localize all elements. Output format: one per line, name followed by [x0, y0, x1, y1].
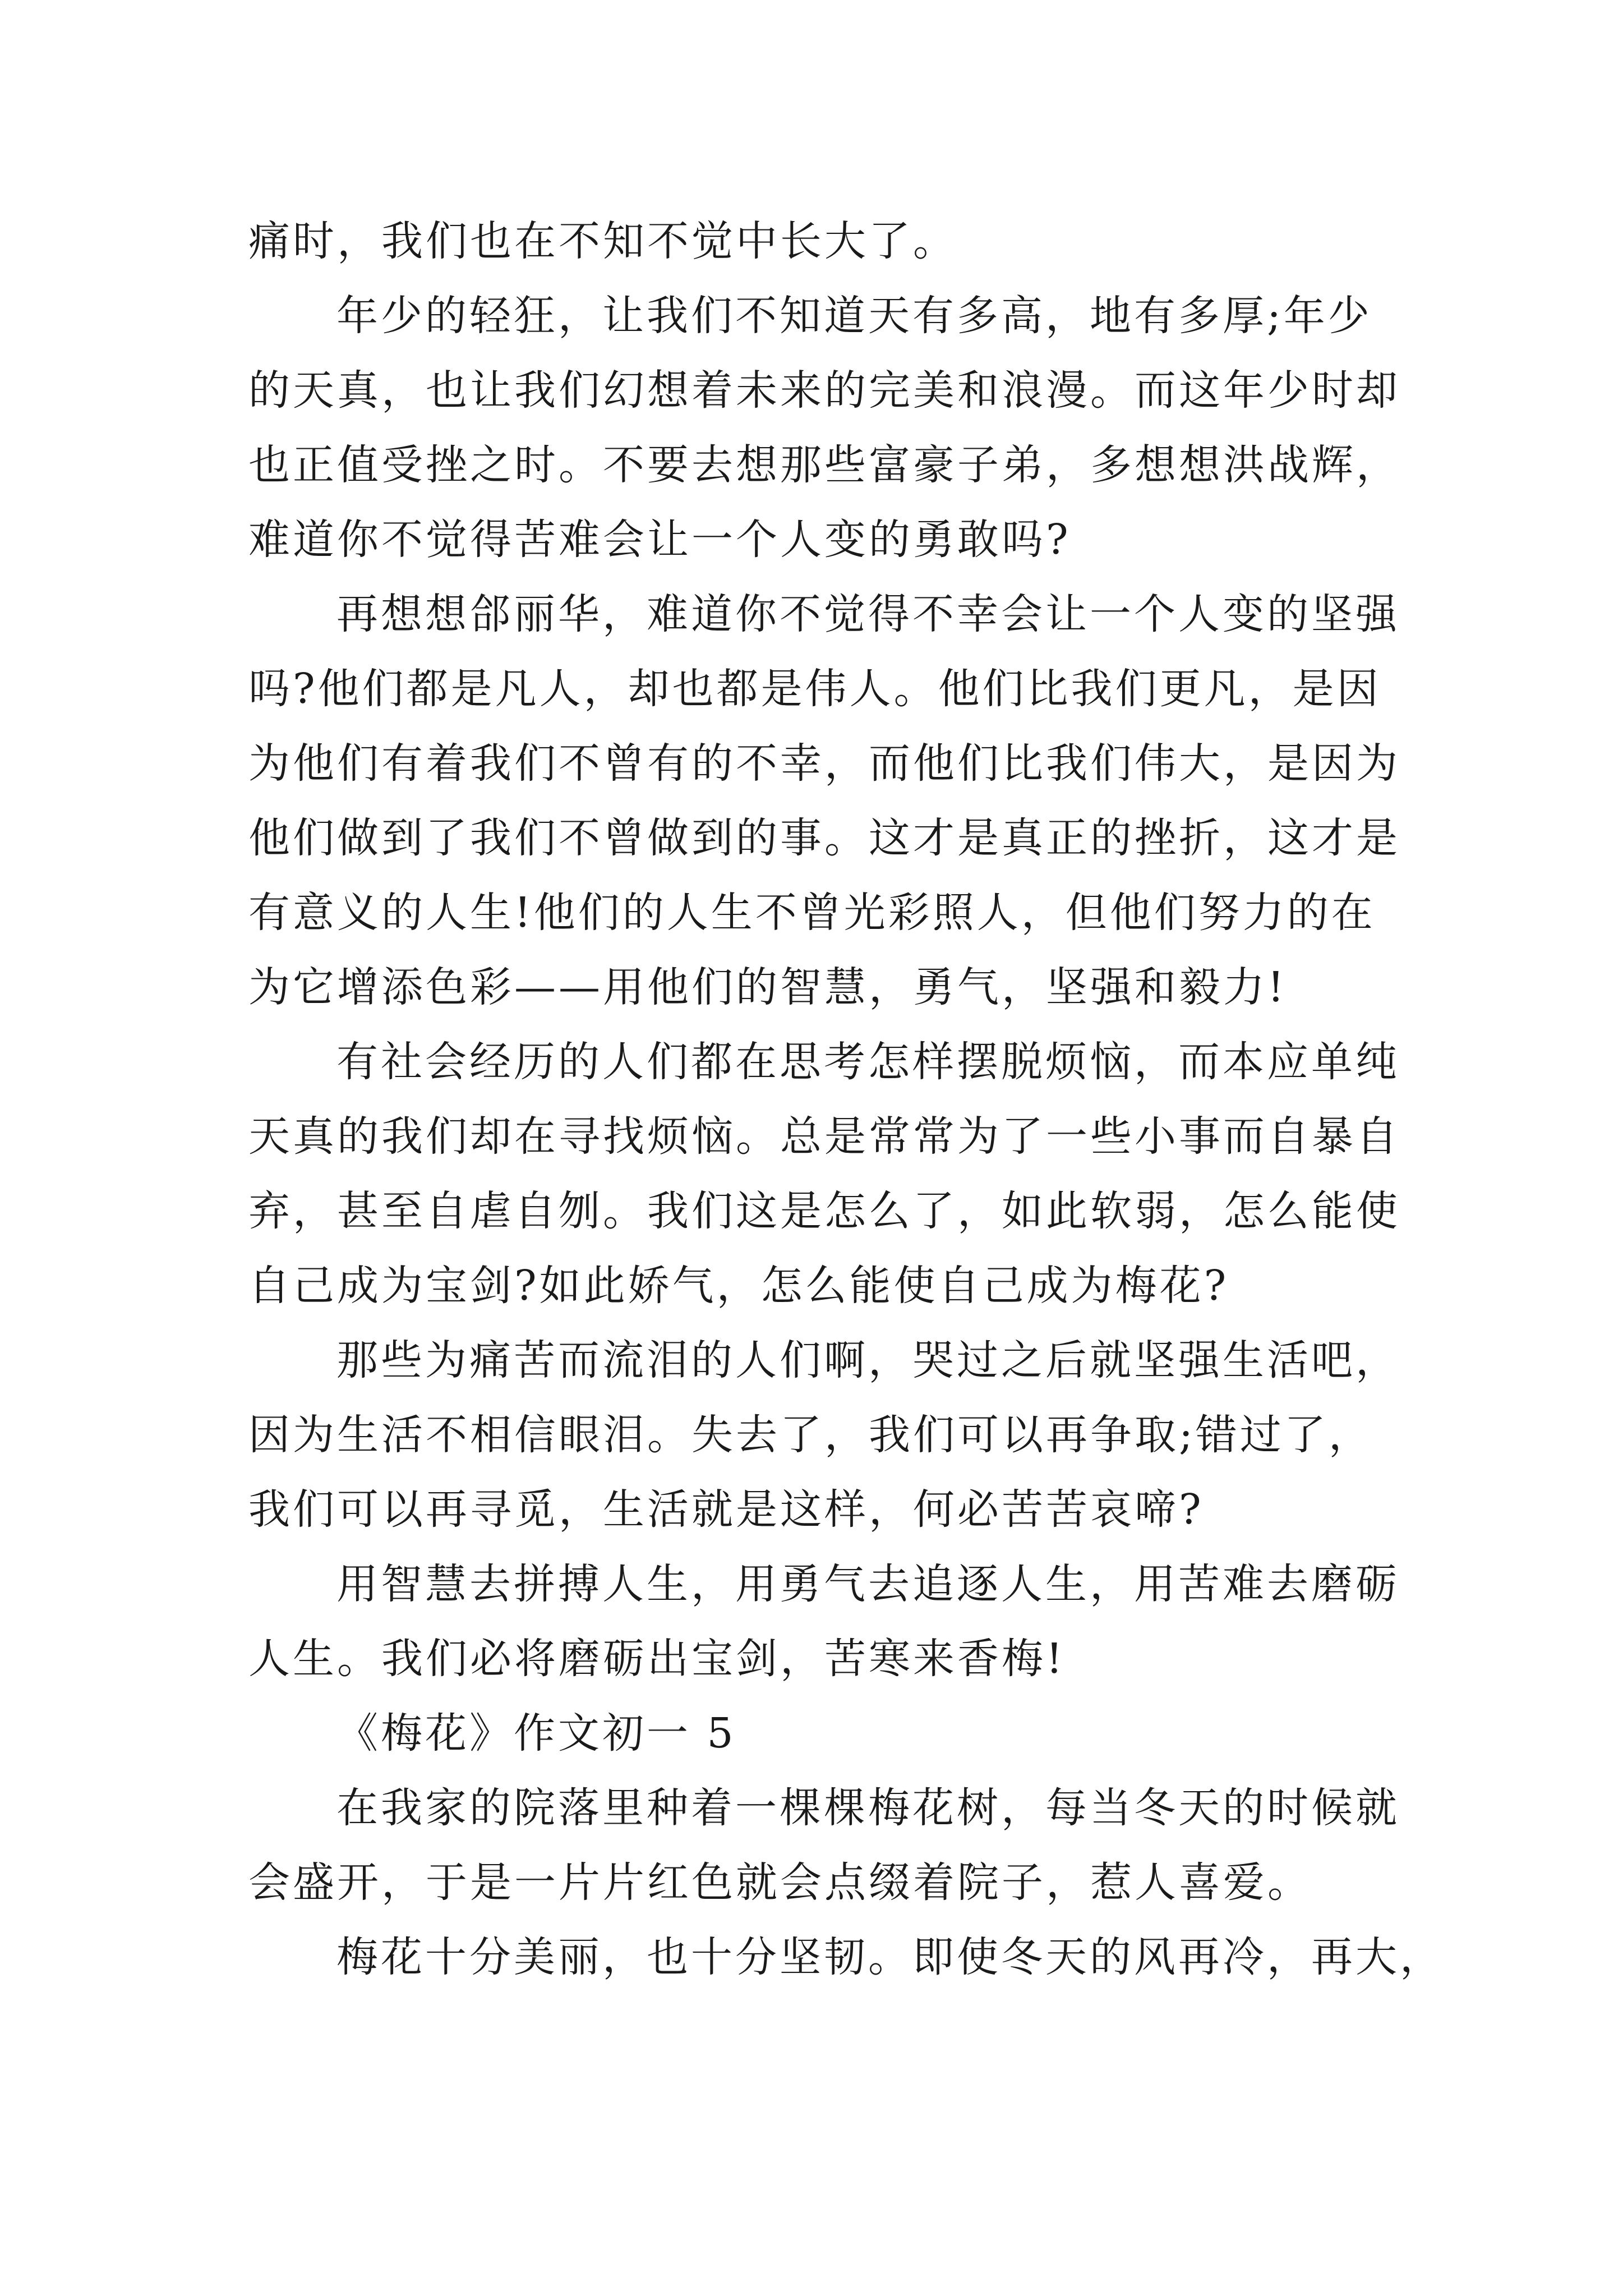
text-line: 天真的我们却在寻找烦恼。总是常常为了一些小事而自暴自: [248, 1112, 1400, 1161]
paragraph-start-line: 那些为痛苦而流泪的人们啊，哭过之后就坚强生活吧，: [336, 1336, 1400, 1384]
text-line: 自己成为宝剑?如此娇气，怎么能使自己成为梅花?: [248, 1262, 1229, 1310]
text-line: 也正值受挫之时。不要去想那些富豪子弟，多想想洪战辉，: [248, 441, 1400, 489]
paragraph-start-line: 梅花十分美丽，也十分坚韧。即使冬天的风再冷，再大，: [336, 1933, 1444, 1981]
text-line: 人生。我们必将磨砺出宝剑，苦寒来香梅!: [248, 1635, 1066, 1683]
paragraph-start-line: 再想想郃丽华，难道你不觉得不幸会让一个人变的坚强: [336, 590, 1400, 638]
text-line: 为他们有着我们不曾有的不幸，而他们比我们伟大，是因为: [248, 739, 1400, 788]
paragraph-start-line: 有社会经历的人们都在思考怎样摆脱烦恼，而本应单纯: [336, 1038, 1400, 1086]
text-line: 的天真，也让我们幻想着未来的完美和浪漫。而这年少时却: [248, 366, 1400, 415]
text-line: 为它增添色彩——用他们的智慧，勇气，坚强和毅力!: [248, 963, 1287, 1011]
section-heading: 《梅花》作文初一 5: [336, 1709, 736, 1757]
text-line: 吗?他们都是凡人，却也都是伟人。他们比我们更凡，是因: [248, 665, 1381, 713]
text-line: 会盛开，于是一片片红色就会点缀着院子，惹人喜爱。: [248, 1858, 1312, 1907]
text-line: 有意义的人生!他们的人生不曾光彩照人，但他们努力的在: [248, 889, 1376, 937]
paragraph-start-line: 年少的轻狂，让我们不知道天有多高，地有多厚;年少: [336, 292, 1372, 340]
text-line: 他们做到了我们不曾做到的事。这才是真正的挫折，这才是: [248, 814, 1400, 862]
text-line: 痛时，我们也在不知不觉中长大了。: [248, 217, 957, 265]
text-line: 因为生活不相信眼泪。失去了，我们可以再争取;错过了，: [248, 1411, 1373, 1459]
paragraph-start-line: 用智慧去拼搏人生，用勇气去追逐人生，用苦难去磨砺: [336, 1560, 1400, 1608]
paragraph-start-line: 在我家的院落里种着一棵棵梅花树，每当冬天的时候就: [336, 1784, 1400, 1832]
text-line: 弃，甚至自虐自刎。我们这是怎么了，如此软弱，怎么能使: [248, 1187, 1400, 1235]
text-line: 难道你不觉得苦难会让一个人变的勇敢吗?: [248, 516, 1071, 564]
text-line: 我们可以再寻觅，生活就是这样，何必苦苦哀啼?: [248, 1485, 1204, 1534]
